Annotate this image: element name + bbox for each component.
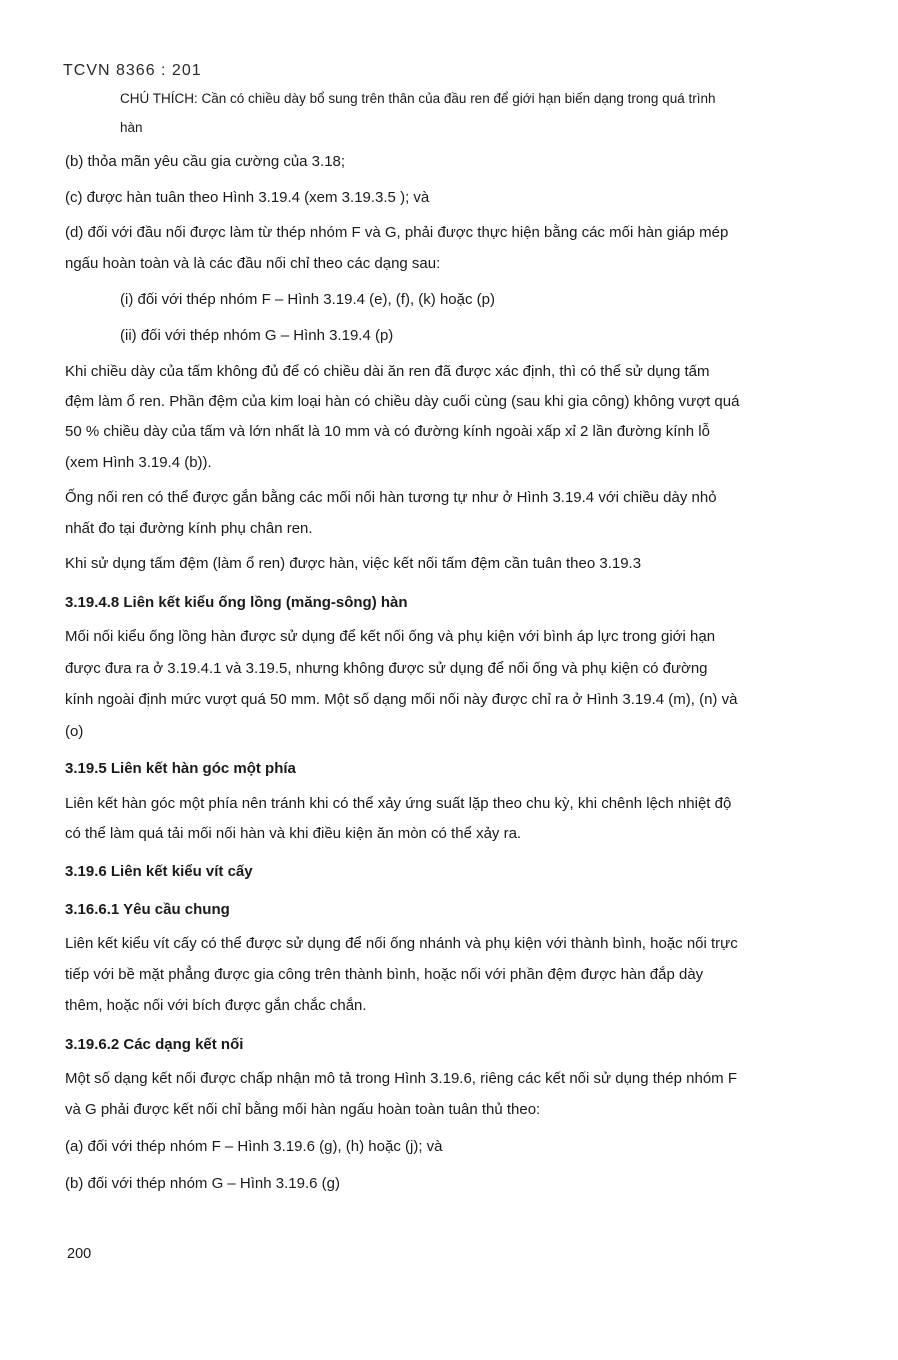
section-heading: 3.19.4.8 Liên kết kiểu ống lồng (măng-sông) hàn xyxy=(65,594,408,611)
paragraph-line: Ống nối ren có thể được gắn bằng các mối nối hàn tương tự như ở Hình 3.19.4 với chiều dày nhỏ xyxy=(65,489,717,506)
page-number: 200 xyxy=(67,1246,92,1262)
sub-list-item: (ii) đối với thép nhóm G – Hình 3.19.4 (p) xyxy=(120,327,394,344)
list-item: (a) đối với thép nhóm F – Hình 3.19.6 (g), (h) hoặc (j); và xyxy=(65,1138,443,1155)
sub-list-item: (i) đối với thép nhóm F – Hình 3.19.4 (e), (f), (k) hoặc (p) xyxy=(120,291,495,308)
section-heading: 3.19.6.2 Các dạng kết nối xyxy=(65,1036,244,1053)
paragraph-line: và G phải được kết nối chỉ bằng mối hàn ngấu hoàn toàn tuân thủ theo: xyxy=(65,1101,541,1118)
paragraph-line: Mối nối kiểu ống lồng hàn được sử dụng để kết nối ống và phụ kiện với bình áp lực trong giới hạn xyxy=(65,628,716,645)
paragraph-line: được đưa ra ở 3.19.4.1 và 3.19.5, nhưng không được sử dụng để nối ống và phụ kiện có đường xyxy=(65,660,708,677)
paragraph-line: có thể làm quá tải mối nối hàn và khi điều kiện ăn mòn có thể xảy ra. xyxy=(65,825,522,842)
paragraph-line: tiếp với bề mặt phẳng được gia công trên thành bình, hoặc nối với phần đệm được hàn đắp dày xyxy=(65,966,704,983)
paragraph-line: Khi sử dụng tấm đệm (làm ổ ren) được hàn, việc kết nối tấm đệm cần tuân theo 3.19.3 xyxy=(65,555,642,572)
section-heading: 3.16.6.1 Yêu cầu chung xyxy=(65,901,230,918)
paragraph-line: Liên kết hàn góc một phía nên tránh khi có thể xảy ứng suất lặp theo chu kỳ, khi chênh lệch nhiệt độ xyxy=(65,795,732,812)
list-item: (c) được hàn tuân theo Hình 3.19.4 (xem 3.19.3.5 ); và xyxy=(65,189,430,206)
paragraph-line: Khi chiều dày của tấm không đủ để có chiều dài ăn ren đã được xác định, thì có thể sử dụng tấm xyxy=(65,363,710,380)
paragraph-line: Liên kết kiểu vít cấy có thể được sử dụng để nối ống nhánh và phụ kiện với thành bình, hoặc nối trực xyxy=(65,935,738,952)
note-text: hàn xyxy=(120,120,143,135)
section-heading: 3.19.5 Liên kết hàn góc một phía xyxy=(65,760,296,777)
paragraph-line: (xem Hình 3.19.4 (b)). xyxy=(65,454,212,471)
paragraph-line: nhất đo tại đường kính phụ chân ren. xyxy=(65,520,313,537)
paragraph-line: Một số dạng kết nối được chấp nhận mô tả trong Hình 3.19.6, riêng các kết nối sử dụng thép nhóm F xyxy=(65,1070,737,1087)
paragraph-line: 50 % chiều dày của tấm và lớn nhất là 10 mm và có đường kính ngoài xấp xỉ 2 lần đường kính lỗ xyxy=(65,423,710,440)
note-text: CHÚ THÍCH: Cần có chiều dày bổ sung trên thân của đầu ren để giới hạn biến dạng trong quá trình xyxy=(120,91,716,106)
paragraph-line: thêm, hoặc nối với bích được gắn chắc chắn. xyxy=(65,997,367,1014)
paragraph-line: (o) xyxy=(65,723,84,740)
running-header: TCVN 8366 : 201 xyxy=(63,62,202,79)
list-item: (b) đối với thép nhóm G – Hình 3.19.6 (g) xyxy=(65,1175,340,1192)
list-item: ngấu hoàn toàn và là các đầu nối chỉ theo các dạng sau: xyxy=(65,255,441,272)
paragraph-line: kính ngoài định mức vượt quá 50 mm. Một số dạng mối nối này được chỉ ra ở Hình 3.19.4 (m), (n) và xyxy=(65,691,738,708)
section-heading: 3.19.6 Liên kết kiểu vít cấy xyxy=(65,863,253,880)
paragraph-line: đệm làm ổ ren. Phần đệm của kim loại hàn có chiều dày cuối cùng (sau khi gia công) không vượt quá xyxy=(65,393,740,410)
list-item: (b) thỏa mãn yêu cầu gia cường của 3.18; xyxy=(65,153,346,170)
list-item: (d) đối với đầu nối được làm từ thép nhóm F và G, phải được thực hiện bằng các mối hàn giáp mép xyxy=(65,224,729,241)
